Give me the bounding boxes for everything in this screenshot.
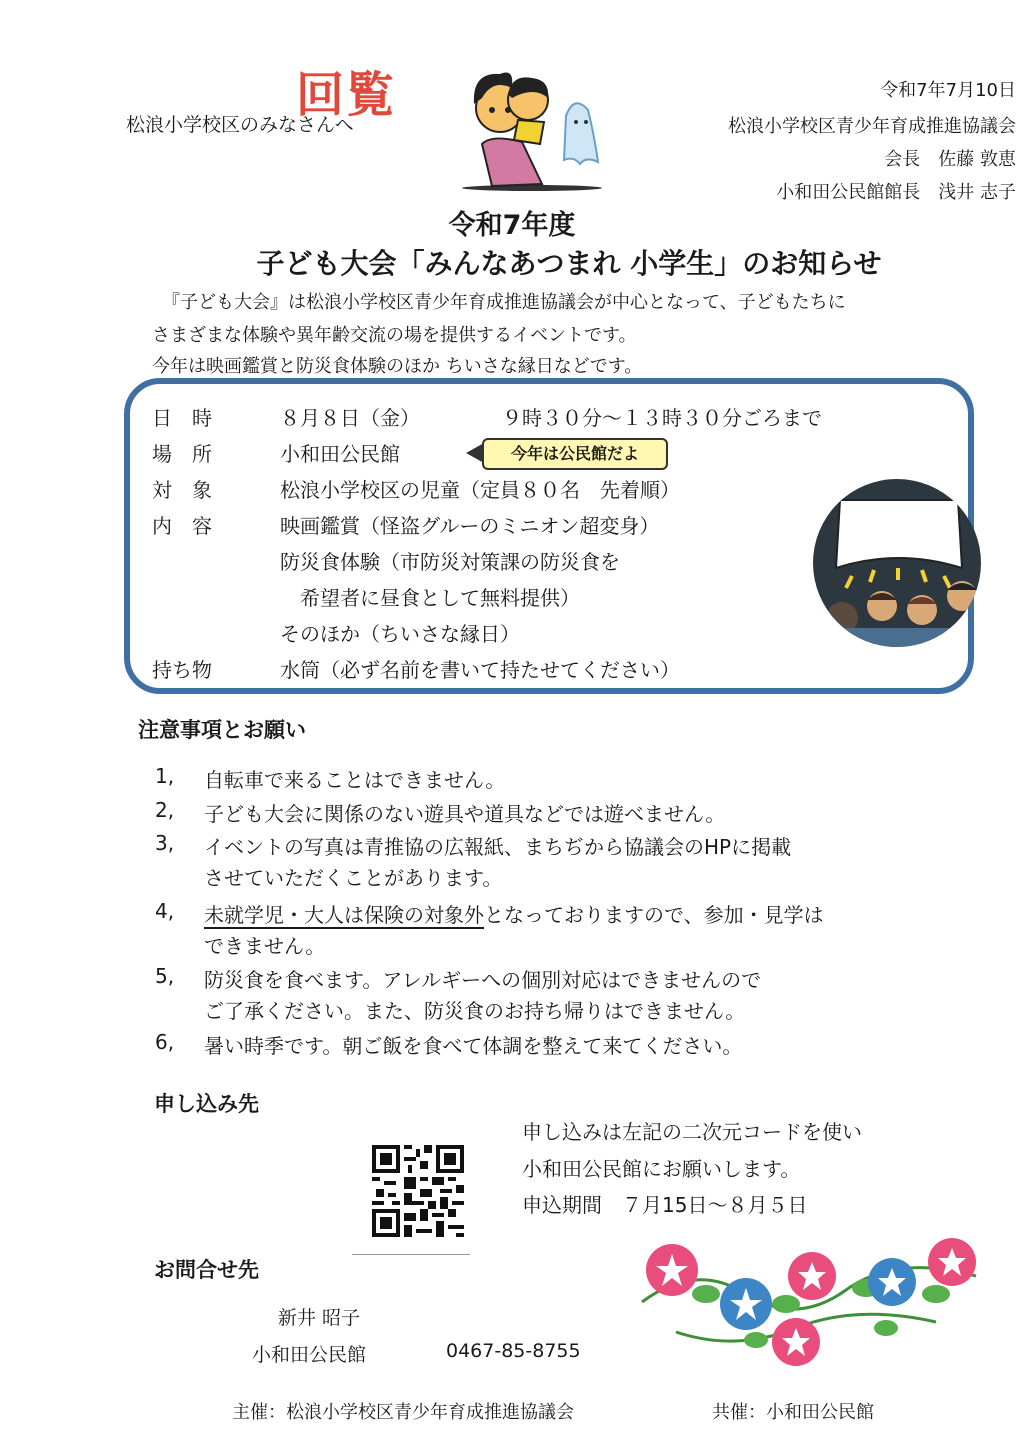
issuer-org: 松浪小学校区青少年育成推進協議会	[728, 116, 1016, 137]
mascot-illustration-icon	[452, 64, 612, 194]
issuer-chair: 会長 佐藤 敦恵	[884, 149, 1016, 170]
issuer-director: 小和田公民館館長 浅井 志子	[776, 182, 1016, 203]
note-number-3: 3,	[155, 831, 175, 855]
note-item-6: 暑い時季です。朝ご飯を食べて体調を整えて来てください。	[204, 1034, 743, 1058]
morning-glory-illustration-icon	[636, 1232, 986, 1372]
title-year: 令和7年度	[448, 210, 576, 241]
note-item-4-rest: となっておりますので、参加・見学は	[484, 903, 824, 927]
note-number-6: 6,	[155, 1030, 175, 1054]
target-value: 松浪小学校区の児童（定員８０名 先着順）	[280, 478, 680, 502]
qr-divider	[352, 1254, 470, 1255]
apply-line-1: 申し込みは左記の二次元コードを使い	[522, 1120, 862, 1144]
content-line-1: 映画鑑賞（怪盗グルーのミニオン超変身）	[280, 514, 660, 538]
intro-line-2: さまざまな体験や異年齢交流の場を提供するイベントです。	[152, 325, 637, 346]
note-number-2: 2,	[155, 798, 175, 822]
place-label: 場 所	[152, 442, 212, 466]
addressee: 松浪小学校区のみなさんへ	[126, 114, 354, 136]
content-line-4: そのほか（ちいさな縁日）	[280, 622, 520, 646]
issue-date: 令和7年7月10日	[880, 80, 1016, 101]
contact-place: 小和田公民館	[252, 1344, 367, 1366]
note-item-4-line-1	[204, 899, 824, 928]
apply-heading: 申し込み先	[154, 1092, 259, 1116]
note-number-1: 1,	[155, 764, 175, 788]
datetime-time: ９時３０分～１３時３０分ごろまで	[502, 406, 822, 430]
note-item-4-underlined: 未就学児・大人は保険の対象外	[204, 903, 484, 927]
datetime-label: 日 時	[152, 406, 212, 430]
contact-phone: 0467-85-8755	[446, 1340, 581, 1362]
target-label: 対 象	[152, 478, 212, 502]
qr-code-icon[interactable]	[372, 1145, 464, 1237]
page-title: 子ども大会「みんなあつまれ 小学生」のお知らせ	[256, 247, 882, 280]
content-label: 内 容	[152, 514, 212, 538]
note-number-4: 4,	[155, 899, 175, 923]
notes-heading: 注意事項とお願い	[138, 718, 306, 742]
kairan-stamp: 回覧	[296, 67, 397, 123]
note-item-4-line-2: できません。	[204, 934, 326, 958]
place-callout: 今年は公民館だよ	[482, 438, 668, 470]
note-item-5-line-2: ご了承ください。また、防災食のお持ち帰りはできません。	[204, 999, 746, 1023]
note-item-3-line-1: イベントの写真は青推協の広報紙、まちぢから協議会のHPに掲載	[204, 835, 792, 859]
note-item-5-line-1: 防災食を食べます。アレルギーへの個別対応はできませんので	[204, 968, 762, 992]
intro-line-3: 今年は映画鑑賞と防災食体験のほか ちいさな縁日などです。	[152, 356, 643, 377]
footer-cohost: 共催：小和田公民館	[712, 1402, 874, 1423]
datetime-date: ８月８日（金）	[280, 406, 420, 430]
note-item-2: 子ども大会に関係のない遊具や道具などでは遊べません。	[204, 802, 726, 826]
note-number-5: 5,	[155, 964, 175, 988]
cinema-illustration-icon	[812, 478, 982, 648]
apply-period: 申込期間 ７月15日～８月５日	[522, 1193, 808, 1217]
content-line-2: 防災食体験（市防災対策課の防災食を	[280, 550, 620, 574]
note-item-1: 自転車で来ることはできません。	[204, 768, 506, 792]
place-value: 小和田公民館	[280, 442, 400, 466]
content-line-3: 希望者に昼食として無料提供）	[280, 586, 580, 610]
contact-name: 新井 昭子	[278, 1307, 361, 1329]
contact-heading: お問合せ先	[154, 1258, 259, 1282]
apply-line-2: 小和田公民館にお願いします。	[522, 1157, 801, 1181]
bring-label: 持ち物	[152, 658, 212, 682]
bring-value: 水筒（必ず名前を書いて持たせてください）	[280, 658, 680, 682]
note-item-3-line-2: させていただくことがあります。	[204, 866, 503, 890]
intro-line-1: 『子ども大会』は松浪小学校区青少年育成推進協議会が中心となって、子どもたちに	[162, 292, 846, 313]
footer-host: 主催：松浪小学校区青少年育成推進協議会	[232, 1402, 574, 1423]
